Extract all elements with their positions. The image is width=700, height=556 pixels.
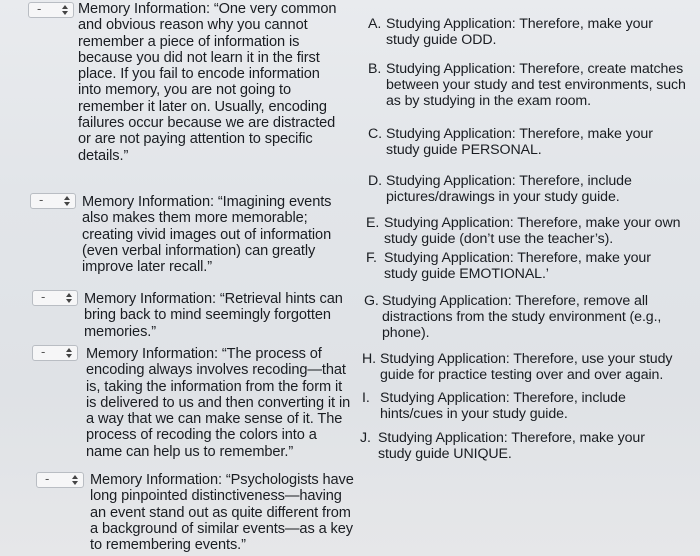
- option-letter: I.: [362, 390, 370, 406]
- option-letter: G.: [364, 293, 379, 309]
- question-line: remember a piece of information is: [78, 33, 300, 50]
- study-application-column: [360, 0, 700, 556]
- option-line: distractions from the study environment (e.g.,: [382, 309, 662, 326]
- answer-select-2[interactable]: [30, 193, 76, 209]
- option-line: Studying Application: Therefore, use your study: [380, 351, 673, 367]
- chevron-up-down-icon: [63, 195, 71, 207]
- option-line: study guide ODD.: [386, 32, 497, 49]
- question-line: into memory, you are not going to: [78, 82, 292, 99]
- option-line: study guide PERSONAL.: [386, 142, 542, 159]
- option-line: Studying Application: Therefore, make your: [384, 250, 651, 266]
- question-line: Memory Information: “One very common: [78, 1, 337, 17]
- chevron-up-down-icon: [65, 292, 73, 304]
- question-line: an event stand out as quite different from: [90, 504, 351, 521]
- question-line: a way that we can make sense of it. The: [86, 411, 343, 428]
- option-line: phone).: [382, 325, 430, 342]
- memory-information-3: [84, 291, 343, 340]
- option-line: pictures/drawings in your study guide.: [386, 189, 620, 206]
- question-line: Memory Information: “Imagining events: [82, 194, 332, 210]
- question-line: and obvious reason why you cannot: [78, 17, 308, 34]
- option-letter: E.: [366, 215, 380, 231]
- memory-information-1: [78, 1, 336, 164]
- memory-information-2: [82, 194, 331, 275]
- option-line: as by studying in the exam room.: [386, 93, 591, 110]
- option-letter: D.: [368, 173, 382, 189]
- question-line: place. If you fail to encode information: [78, 66, 320, 83]
- question-line: also makes them more memorable;: [82, 210, 308, 227]
- chevron-up-down-icon: [71, 474, 79, 486]
- selected-value: -: [41, 289, 46, 304]
- question-line: name can help us to remember.”: [86, 443, 294, 460]
- option-line: study guide UNIQUE.: [378, 446, 512, 463]
- question-line: bring back to mind seemingly forgotten: [84, 307, 331, 324]
- question-line: long pinpointed distinctiveness—having: [90, 488, 342, 505]
- option-line: Studying Application: Therefore, remove all: [382, 293, 648, 309]
- selected-value: -: [39, 192, 44, 207]
- question-line: or are not paying attention to specific: [78, 131, 313, 148]
- question-line: failures occur because we are distracted: [78, 115, 336, 132]
- question-line: process of recoding the colors into a: [86, 427, 317, 444]
- option-letter: F.: [366, 250, 377, 266]
- question-line: (even verbal information) can greatly: [82, 242, 316, 259]
- question-line: to remembering events.”: [90, 537, 246, 554]
- answer-select-3[interactable]: [32, 290, 78, 306]
- option-line: Studying Application: Therefore, create matches: [386, 61, 684, 77]
- option-letter: A.: [368, 16, 382, 32]
- question-line: remember it later on. Usually, encoding: [78, 98, 327, 115]
- answer-select-5[interactable]: [36, 472, 84, 488]
- option-letter: J.: [360, 430, 371, 446]
- option-letter: C.: [368, 126, 382, 142]
- option-line: between your study and test environments, such: [386, 77, 686, 94]
- question-line: is, taking the information from the form it: [86, 378, 343, 395]
- memory-information-5: [90, 472, 354, 553]
- option-line: Studying Application: Therefore, make your: [386, 126, 653, 142]
- option-letter: B.: [368, 61, 382, 77]
- option-line: Studying Application: Therefore, make your: [386, 16, 653, 32]
- option-line: study guide (don’t use the teacher’s).: [384, 231, 614, 248]
- question-line: is delivered to us and then converting it in: [86, 394, 351, 411]
- option-line: guide for practice testing over and over again.: [380, 367, 664, 384]
- option-letter: H.: [362, 351, 376, 367]
- question-line: because you did not learn it in the first: [78, 49, 320, 66]
- option-line: Studying Application: Therefore, include: [380, 390, 626, 406]
- selected-value: -: [41, 344, 46, 359]
- question-line: Memory Information: “Retrieval hints can: [84, 291, 343, 307]
- option-line: Studying Application: Therefore, make your own: [384, 215, 681, 231]
- chevron-up-down-icon: [61, 4, 69, 16]
- question-line: Memory Information: “Psychologists have: [90, 472, 354, 488]
- question-line: memories.”: [84, 323, 156, 340]
- question-line: details.”: [78, 147, 129, 164]
- question-line: Memory Information: “The process of: [86, 346, 322, 362]
- option-line: hints/cues in your study guide.: [380, 406, 568, 423]
- question-line: creating vivid images out of information: [82, 226, 332, 243]
- option-line: Studying Application: Therefore, make your: [378, 430, 645, 446]
- option-line: Studying Application: Therefore, include: [386, 173, 632, 189]
- question-line: encoding always involves recoding—that: [86, 362, 346, 379]
- answer-select-1[interactable]: [28, 2, 74, 18]
- option-line: study guide EMOTIONAL.’: [384, 266, 549, 283]
- question-line: a background of similar events—as a key: [90, 520, 353, 537]
- memory-information-4: [86, 346, 350, 460]
- question-line: improve later recall.”: [82, 259, 212, 276]
- answer-select-4[interactable]: [32, 345, 78, 361]
- selected-value: -: [45, 471, 50, 486]
- selected-value: -: [37, 1, 42, 16]
- chevron-up-down-icon: [65, 347, 73, 359]
